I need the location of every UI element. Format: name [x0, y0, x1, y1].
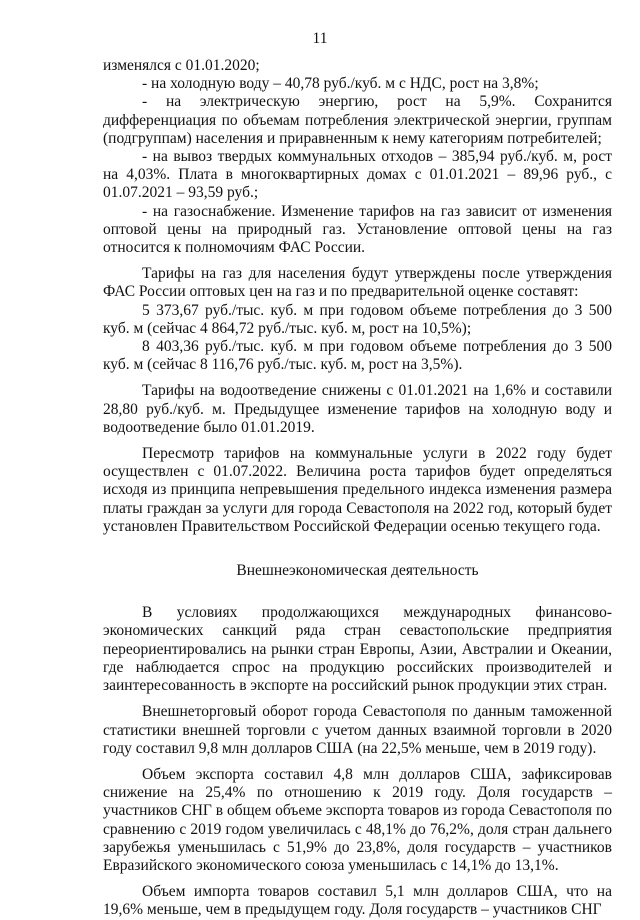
paragraph: - на электрическую энергию, рост на 5,9%. Сохранится дифференциация по объемам потребления электрической энергии, группам (подгруппам) населения и приравненным к нему категориям потребителей;	[103, 93, 612, 147]
paragraph: Тарифы на газ для населения будут утверждены после утверждения ФАС России оптовых цен на газ и по предварительной оценке составят:	[103, 265, 612, 301]
paragraph: 5 373,67 руб./тыс. куб. м при годовом объеме потребления до 3 500 куб. м (сейчас 4 864,72 руб./тыс. куб. м, рост на 10,5%);	[103, 301, 612, 337]
paragraph: 8 403,36 руб./тыс. куб. м при годовом объеме потребления до 3 500 куб. м (сейчас 8 116,76 руб./тыс. куб. м, рост на 3,5%).	[103, 338, 612, 374]
paragraph: - на холодную воду – 40,78 руб./куб. м с НДС, рост на 3,8%;	[142, 75, 539, 93]
document-body	[103, 57, 612, 920]
paragraph: - на газоснабжение. Изменение тарифов на газ зависит от изменения оптовой цены на природный газ. Установление оптовой цены на газ относится к полномочиям ФАС России.	[103, 202, 612, 257]
paragraph: Внешнеторговый оборот города Севастополя по данным таможенной статистики внешней торговли с учетом данных взаимной торговли в 2020 году составил 9,8 млн долларов США (на 22,5% меньше, чем в 2019 году).	[103, 703, 612, 757]
paragraph: изменялся с 01.01.2020;	[103, 57, 260, 74]
paragraph: - на вывоз твердых коммунальных отходов – 385,94 руб./куб. м, рост на 4,03%. Плата в многоквартирных домах с 01.01.2021 – 89,96 руб., с 01.07.2021 – 93,59 руб.;	[103, 148, 612, 202]
section-heading: Внешнеэкономическая деятельность	[236, 562, 479, 580]
paragraph: Тарифы на водоотведение снижены с 01.01.2021 на 1,6% и составили 28,80 руб./куб. м. Предыдущее изменение тарифов на холодную воду и водоотведение было 01.01.2019.	[103, 382, 612, 436]
page-number: 11	[312, 30, 328, 47]
paragraph: Объем импорта товаров составил 5,1 млн долларов США, что на 19,6% меньше, чем в предыдущем году. Доля государств – участников СНГ	[103, 883, 612, 919]
paragraph: Объем экспорта составил 4,8 млн долларов США, зафиксировав снижение на 25,4% по отношению к 2019 году. Доля государств – участников СНГ в общем объеме экспорта товаров из города Севастополя по сравнению с 2019 годом увеличилась с 48,1% до 76,2%, доля стран дальнего зарубежья уменьшилась с 51,9% до 23,8%, доля государств – участников Евразийского экономического союза уменьшилась с 14,1% до 13,1%.	[103, 765, 612, 874]
foreign-trade-section	[103, 604, 612, 919]
paragraph: В условиях продолжающихся международных финансово-экономических санкций ряда стран севастопольские предприятия переориентировались на рынки стран Европы, Азии, Австралии и Океании, где наблюдается спрос на продукцию российских производителей и заинтересованность в экспорте на российский рынок продукции этих стран.	[103, 604, 612, 695]
paragraph: Пересмотр тарифов на коммунальные услуги в 2022 году будет осуществлен с 01.07.2022. Величина роста тарифов будет определяться исходя из принципа непревышения предельного индекса изменения размера платы граждан за услуги для города Севастополя на 2022 год, который будет установлен Правительством Российской Федерации осенью текущего года.	[103, 445, 612, 535]
tariffs-section	[103, 57, 612, 536]
